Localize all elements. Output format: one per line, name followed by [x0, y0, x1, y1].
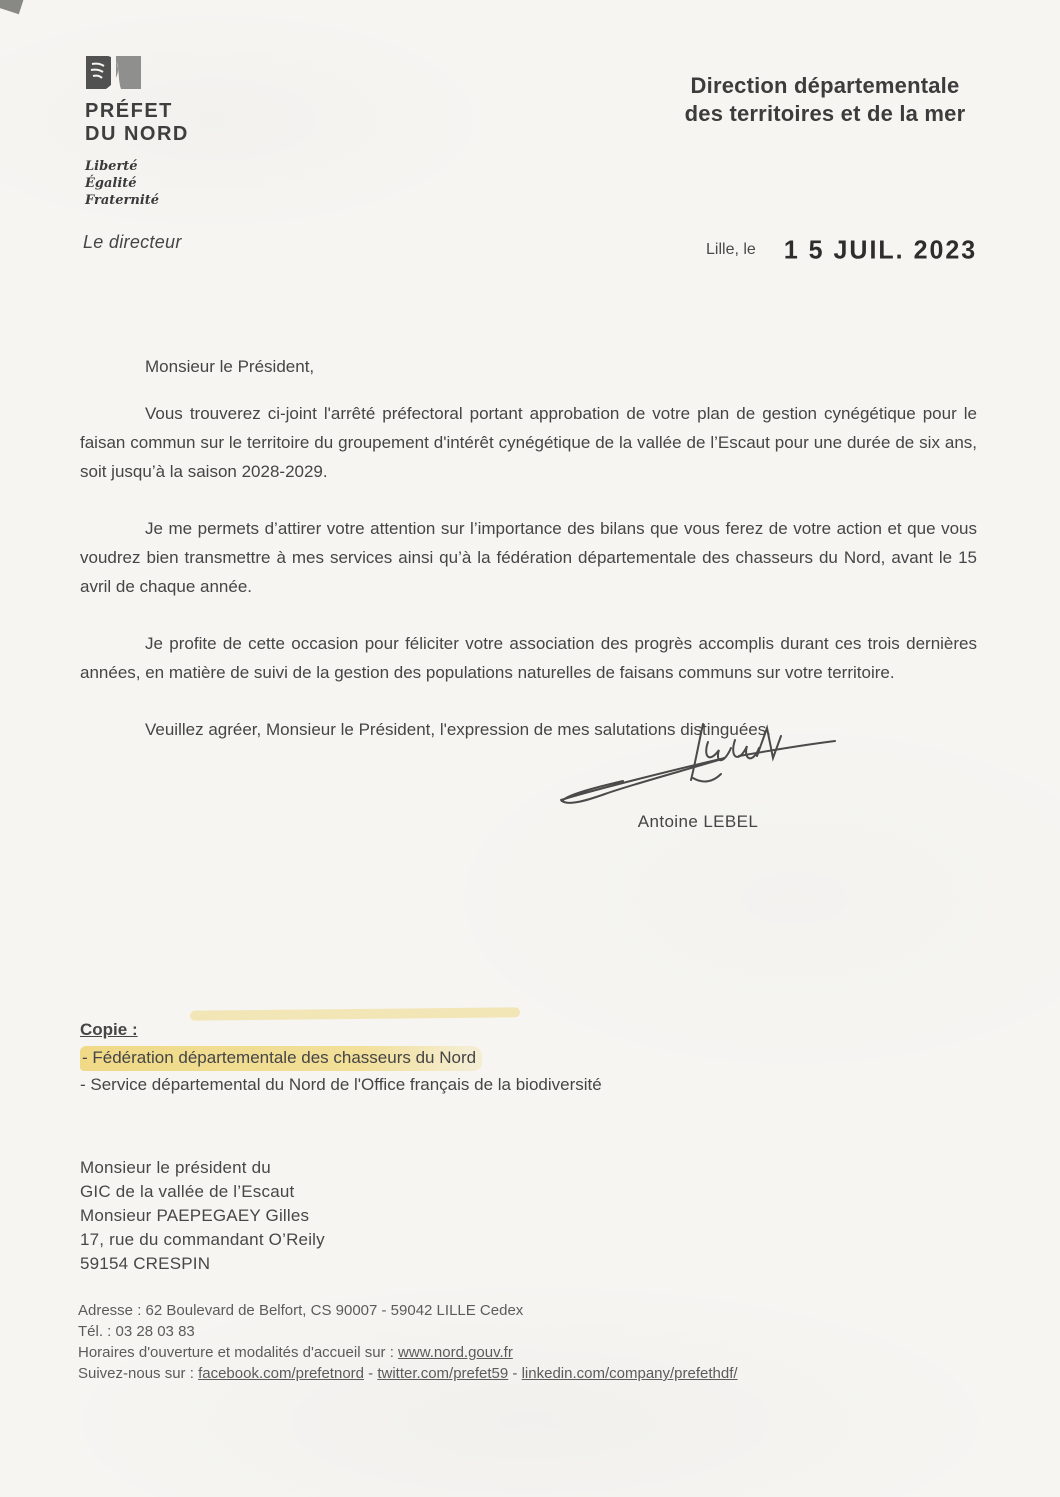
recipient-line-3: Monsieur PAEPEGAEY Gilles	[80, 1206, 310, 1225]
footer-twitter-link: twitter.com/prefet59	[377, 1365, 509, 1382]
recipient-line-5: 59154 CRESPIN	[80, 1254, 211, 1273]
marianne-flag-icon	[85, 55, 142, 90]
footer-social-line	[78, 1363, 738, 1384]
footer-facebook-link: facebook.com/prefetnord	[198, 1365, 364, 1382]
sender-role: Le directeur	[83, 232, 182, 252]
motto	[85, 158, 345, 209]
signature-block	[548, 712, 848, 832]
direction-header	[630, 72, 1020, 128]
signer-name: Antoine LEBEL	[637, 812, 759, 831]
salutation: Monsieur le Président,	[145, 357, 315, 376]
footer	[78, 1300, 738, 1384]
agency-name-line2: DU NORD	[85, 123, 189, 145]
agency-name-line1: PRÉFET	[85, 100, 173, 122]
motto-egalite: Égalité	[85, 176, 137, 191]
motto-liberte: Liberté	[85, 159, 138, 174]
copy-block	[80, 1018, 602, 1096]
footer-address: Adresse : 62 Boulevard de Belfort, CS 90007 - 59042 LILLE Cedex	[78, 1302, 524, 1319]
motto-fraternite: Fraternité	[85, 193, 160, 208]
recipient-address	[80, 1156, 325, 1276]
letter-body	[80, 352, 977, 772]
paragraph-3: Je profite de cette occasion pour féliciter votre association des progrès accomplis durant ces trois dernières années, en matière de suivi de la gestion des populations naturelles de faisans communs sur votre territoire.	[80, 634, 977, 682]
recipient-line-2: GIC de la vallée de l’Escaut	[80, 1182, 295, 1201]
signature-scribble-icon	[553, 712, 843, 812]
copy-label: Copie :	[80, 1020, 138, 1039]
paragraph-closing: Veuillez agréer, Monsieur le Président, l'expression de mes salutations distinguées.	[145, 720, 771, 739]
footer-website-link: www.nord.gouv.fr	[398, 1344, 513, 1361]
copy-item-ofb: - Service départemental du Nord de l'Office français de la biodiversité	[80, 1075, 602, 1094]
footer-phone: Tél. : 03 28 03 83	[78, 1323, 195, 1340]
footer-separator-1: -	[364, 1365, 378, 1382]
footer-linkedin-link: linkedin.com/company/prefethdf/	[521, 1365, 738, 1382]
footer-separator-2: -	[508, 1365, 522, 1382]
scan-artifact	[0, 0, 24, 14]
footer-hours-prefix: Horaires d'ouverture et modalités d'accueil sur :	[78, 1344, 399, 1361]
copy-item-federation: - Fédération départementale des chasseurs du Nord	[80, 1046, 482, 1071]
recipient-line-4: 17, rue du commandant O’Reily	[80, 1230, 325, 1249]
footer-hours-line	[78, 1342, 738, 1363]
date-line	[706, 236, 977, 265]
direction-line1: Direction départementale	[690, 73, 960, 98]
footer-social-prefix: Suivez-nous sur :	[78, 1365, 199, 1382]
direction-line2: des territoires et de la mer	[684, 101, 966, 126]
prefet-logo-block	[85, 55, 345, 209]
paragraph-1: Vous trouverez ci-joint l'arrêté préfectoral portant approbation de votre plan de gestion cynégétique pour le faisan commun sur le territoire du groupement d'intérêt cynégétique de la vallée de l’Escaut pour une durée de six ans, soit jusqu’à la saison 2028-2029.	[80, 404, 977, 481]
recipient-line-1: Monsieur le président du	[80, 1158, 271, 1177]
place-label: Lille, le	[706, 241, 756, 258]
paragraph-2: Je me permets d’attirer votre attention sur l’importance des bilans que vous ferez de votre action et que vous voudrez bien transmettre à mes services ainsi qu’à la fédération départementale des chasseurs du Nord, avant le 15 avril de chaque année.	[80, 519, 977, 596]
date-stamp: 1 5 JUIL. 2023	[783, 235, 978, 265]
